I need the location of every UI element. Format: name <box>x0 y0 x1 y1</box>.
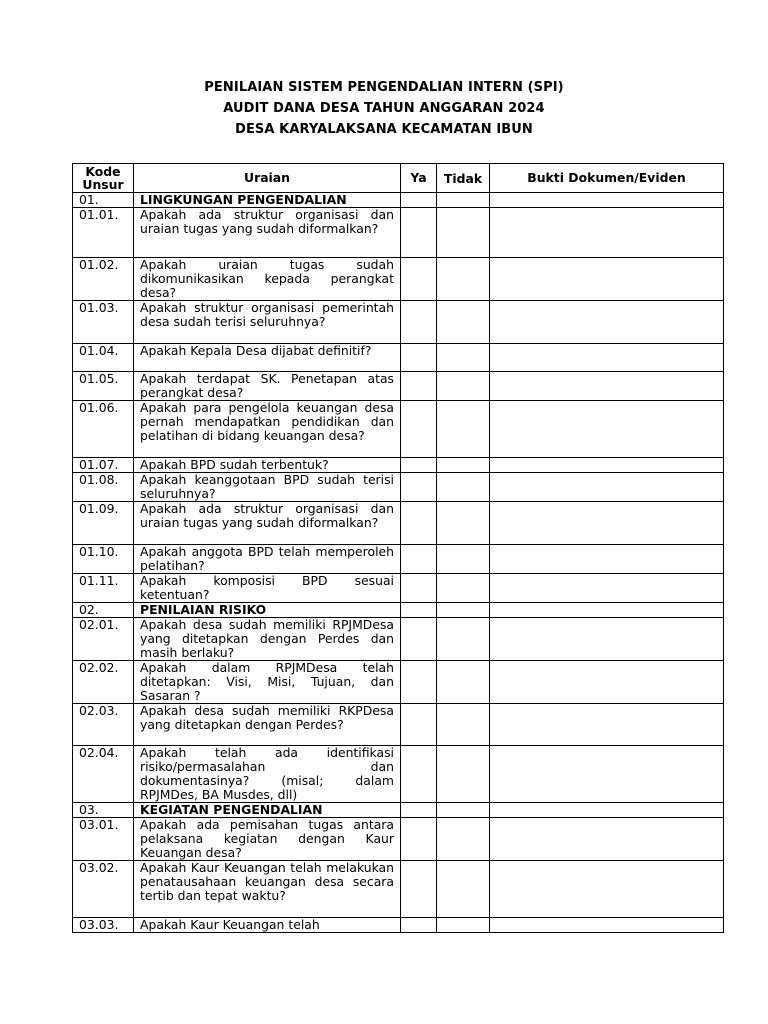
table-row <box>73 401 724 458</box>
title-line-3: DESA KARYALAKSANA KECAMATAN IBUN <box>235 122 533 137</box>
ya-cell[interactable] <box>401 618 437 661</box>
tidak-cell[interactable] <box>437 401 490 458</box>
ya-cell[interactable] <box>401 193 437 208</box>
kode-cell: 01.08. <box>73 473 134 502</box>
ya-cell[interactable] <box>401 603 437 618</box>
kode-cell: 01.04. <box>73 344 134 372</box>
table-row <box>73 704 724 746</box>
table-row <box>73 502 724 545</box>
table-row <box>73 618 724 661</box>
header-tidak: Tidak <box>437 164 490 193</box>
tidak-cell[interactable] <box>437 818 490 861</box>
table-row <box>73 258 724 301</box>
ya-cell[interactable] <box>401 502 437 545</box>
tidak-cell[interactable] <box>437 618 490 661</box>
ya-cell[interactable] <box>401 704 437 746</box>
bukti-cell[interactable] <box>490 502 724 545</box>
uraian-cell: Apakah keanggotaan BPD sudah terisi seluruhnya? <box>134 473 401 502</box>
table-row <box>73 458 724 473</box>
uraian-cell: Apakah ada pemisahan tugas antara pelaksana kegiatan dengan Kaur Keuangan desa? <box>134 818 401 861</box>
uraian-cell: Apakah ada struktur organisasi dan uraian tugas yang sudah diformalkan? <box>134 208 401 258</box>
bukti-cell[interactable] <box>490 618 724 661</box>
kode-cell: 03.01. <box>73 818 134 861</box>
tidak-cell[interactable] <box>437 301 490 344</box>
kode-cell: 03. <box>73 803 134 818</box>
header-uraian: Uraian <box>134 164 401 193</box>
bukti-cell[interactable] <box>490 208 724 258</box>
uraian-cell: Apakah desa sudah memiliki RKPDesa yang ditetapkan dengan Perdes? <box>134 704 401 746</box>
ya-cell[interactable] <box>401 861 437 918</box>
header-kode-unsur: Kode Unsur <box>73 164 134 193</box>
bukti-cell[interactable] <box>490 818 724 861</box>
ya-cell[interactable] <box>401 746 437 803</box>
kode-cell: 01. <box>73 193 134 208</box>
ya-cell[interactable] <box>401 803 437 818</box>
kode-cell: 01.06. <box>73 401 134 458</box>
table-row <box>73 344 724 372</box>
table-row <box>73 746 724 803</box>
ya-cell[interactable] <box>401 344 437 372</box>
bukti-cell[interactable] <box>490 545 724 574</box>
table-row <box>73 574 724 603</box>
header-bukti-dokumen: Bukti Dokumen/Eviden <box>490 164 724 193</box>
bukti-cell[interactable] <box>490 401 724 458</box>
uraian-cell: Apakah BPD sudah terbentuk? <box>134 458 401 473</box>
bukti-cell[interactable] <box>490 301 724 344</box>
kode-cell: 01.02. <box>73 258 134 301</box>
bukti-cell[interactable] <box>490 473 724 502</box>
section-row <box>73 603 724 618</box>
uraian-cell: Apakah komposisi BPD sesuai ketentuan? <box>134 574 401 603</box>
kode-cell: 01.05. <box>73 372 134 401</box>
ya-cell[interactable] <box>401 301 437 344</box>
kode-cell: 02.02. <box>73 661 134 704</box>
title-line-1: PENILAIAN SISTEM PENGENDALIAN INTERN (SPI) <box>204 80 564 95</box>
bukti-cell[interactable] <box>490 603 724 618</box>
tidak-cell[interactable] <box>437 704 490 746</box>
tidak-cell[interactable] <box>437 473 490 502</box>
header-ya: Ya <box>401 164 437 193</box>
uraian-cell: Apakah Kaur Keuangan telah melakukan penatausahaan keuangan desa secara tertib dan tepat waktu? <box>134 861 401 918</box>
kode-cell: 03.02. <box>73 861 134 918</box>
kode-cell: 01.11. <box>73 574 134 603</box>
tidak-cell[interactable] <box>437 458 490 473</box>
tidak-cell[interactable] <box>437 545 490 574</box>
ya-cell[interactable] <box>401 401 437 458</box>
uraian-cell: Apakah struktur organisasi pemerintah desa sudah terisi seluruhnya? <box>134 301 401 344</box>
ya-cell[interactable] <box>401 258 437 301</box>
tidak-cell[interactable] <box>437 574 490 603</box>
table-row <box>73 301 724 344</box>
uraian-cell: Apakah telah ada identifikasi risiko/permasalahan dan dokumentasinya? (misal; dalam RPJMDes, BA Musdes, dll) <box>134 746 401 803</box>
kode-cell: 02. <box>73 603 134 618</box>
uraian-cell: Apakah anggota BPD telah memperoleh pelatihan? <box>134 545 401 574</box>
table-row <box>73 208 724 258</box>
tidak-cell[interactable] <box>437 861 490 918</box>
ya-cell[interactable] <box>401 574 437 603</box>
kode-cell: 01.07. <box>73 458 134 473</box>
bukti-cell[interactable] <box>490 803 724 818</box>
section-row <box>73 803 724 818</box>
ya-cell[interactable] <box>401 818 437 861</box>
bukti-cell[interactable] <box>490 861 724 918</box>
tidak-cell[interactable] <box>437 661 490 704</box>
table-header-row <box>73 164 724 193</box>
uraian-cell: Apakah terdapat SK. Penetapan atas perangkat desa? <box>134 372 401 401</box>
table-row <box>73 545 724 574</box>
table-row <box>73 918 724 933</box>
section-title-cell: KEGIATAN PENGENDALIAN <box>134 803 401 818</box>
bukti-cell[interactable] <box>490 258 724 301</box>
ya-cell[interactable] <box>401 661 437 704</box>
kode-cell: 01.09. <box>73 502 134 545</box>
spi-table <box>72 163 724 933</box>
table-row <box>73 818 724 861</box>
uraian-cell: Apakah desa sudah memiliki RPJMDesa yang ditetapkan dengan Perdes dan masih berlaku? <box>134 618 401 661</box>
tidak-cell[interactable] <box>437 603 490 618</box>
section-title-cell: PENILAIAN RISIKO <box>134 603 401 618</box>
table-row <box>73 372 724 401</box>
ya-cell[interactable] <box>401 372 437 401</box>
table-row <box>73 473 724 502</box>
ya-cell[interactable] <box>401 458 437 473</box>
kode-cell: 02.04. <box>73 746 134 803</box>
bukti-cell[interactable] <box>490 372 724 401</box>
kode-cell: 01.01. <box>73 208 134 258</box>
uraian-cell: Apakah uraian tugas sudah dikomunikasikan kepada perangkat desa? <box>134 258 401 301</box>
bukti-cell[interactable] <box>490 661 724 704</box>
bukti-cell[interactable] <box>490 704 724 746</box>
bukti-cell[interactable] <box>490 344 724 372</box>
ya-cell[interactable] <box>401 473 437 502</box>
uraian-cell: Apakah Kepala Desa dijabat definitif? <box>134 344 401 372</box>
section-title-cell: LINGKUNGAN PENGENDALIAN <box>134 193 401 208</box>
kode-cell: 03.03. <box>73 918 134 933</box>
tidak-cell[interactable] <box>437 344 490 372</box>
bukti-cell[interactable] <box>490 193 724 208</box>
ya-cell[interactable] <box>401 918 437 933</box>
kode-cell: 01.03. <box>73 301 134 344</box>
table-body <box>73 193 724 933</box>
tidak-cell[interactable] <box>437 258 490 301</box>
tidak-cell[interactable] <box>437 193 490 208</box>
table-row <box>73 661 724 704</box>
tidak-cell[interactable] <box>437 803 490 818</box>
tidak-cell[interactable] <box>437 502 490 545</box>
tidak-cell[interactable] <box>437 918 490 933</box>
bukti-cell[interactable] <box>490 574 724 603</box>
kode-cell: 01.10. <box>73 545 134 574</box>
bukti-cell[interactable] <box>490 458 724 473</box>
kode-cell: 02.03. <box>73 704 134 746</box>
bukti-cell[interactable] <box>490 746 724 803</box>
uraian-cell: Apakah para pengelola keuangan desa pernah mendapatkan pendidikan dan pelatihan di bidang keuangan desa? <box>134 401 401 458</box>
tidak-cell[interactable] <box>437 208 490 258</box>
ya-cell[interactable] <box>401 545 437 574</box>
tidak-cell[interactable] <box>437 746 490 803</box>
title-line-2: AUDIT DANA DESA TAHUN ANGGARAN 2024 <box>223 101 545 116</box>
bukti-cell[interactable] <box>490 918 724 933</box>
section-row <box>73 193 724 208</box>
kode-cell: 02.01. <box>73 618 134 661</box>
uraian-cell: Apakah dalam RPJMDesa telah ditetapkan: Visi, Misi, Tujuan, dan Sasaran ? <box>134 661 401 704</box>
ya-cell[interactable] <box>401 208 437 258</box>
table-row <box>73 861 724 918</box>
document-header <box>0 77 768 140</box>
uraian-cell: Apakah Kaur Keuangan telah <box>134 918 401 933</box>
uraian-cell: Apakah ada struktur organisasi dan uraian tugas yang sudah diformalkan? <box>134 502 401 545</box>
tidak-cell[interactable] <box>437 372 490 401</box>
